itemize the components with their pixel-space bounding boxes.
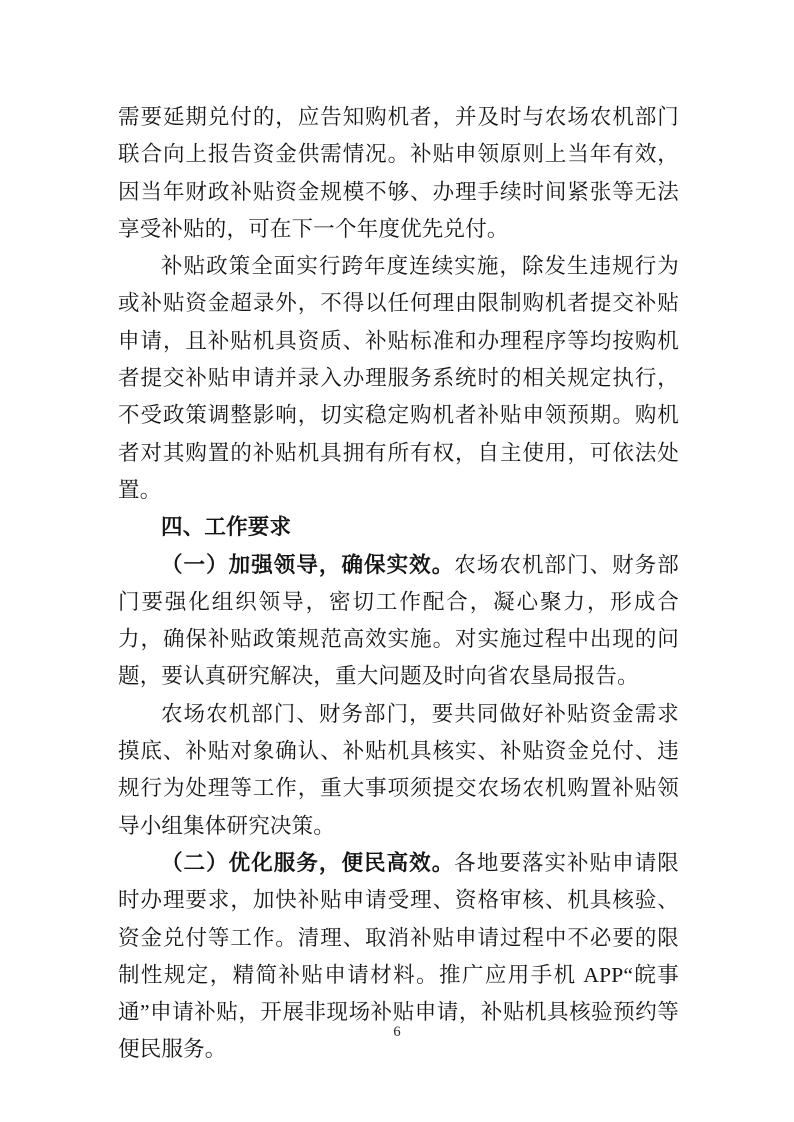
paragraph-bold-lead: （一）加强领导，确保实效。	[161, 552, 455, 577]
paragraph-text: 需要延期兑付的，应告知购机者，并及时与农场农机部门联合向上报告资金供需情况。补贴申领原则上当年有效，因当年财政补贴资金规模不够、办理手续时间紧张等无法享受补贴的，可在下一个年度优先兑付。	[118, 105, 679, 241]
paragraph-text: 补贴政策全面实行跨年度连续实施，除发生违规行为或补贴资金超录外，不得以任何理由限制购机者提交补贴申请，且补贴机具资质、补贴标准和办理程序等均按购机者提交补贴申请并录入办理服务系统时的相关规定执行，不受政策调整影响，切实稳定购机者补贴申领预期。购机者对其购置的补贴机具拥有所有权，自主使用，可依法处置。	[118, 254, 679, 502]
paragraph-joint-work	[118, 696, 679, 845]
paragraph-item-1	[118, 547, 679, 696]
section-heading-work-requirements: 四、工作要求	[161, 515, 292, 540]
paragraph-text: 农场农机部门、财务部门要强化组织领导，密切工作配合，凝心聚力，形成合力，确保补贴政策规范高效实施。对实施过程中出现的问题，要认真研究解决，重大问题及时向省农垦局报告。	[118, 552, 679, 689]
paragraph-text: 各地要落实补贴申请限时办理要求，加快补贴申请受理、资格审核、机具核验、资金兑付等工作。清理、取消补贴申请过程中不必要的限制性规定，精简补贴申请材料。推广应用手机 APP“皖事通”申请补贴，开展非现场补贴申请，补贴机具核验预约等便民服务。	[118, 850, 679, 1062]
document-body	[118, 99, 679, 1069]
page-number: 6	[393, 1024, 401, 1040]
paragraph-bold-lead: （二）优化服务，便民高效。	[161, 850, 455, 875]
paragraph-policy-cross-year	[118, 248, 679, 509]
paragraph-continuation	[118, 99, 679, 248]
paragraph-text: 农场农机部门、财务部门，要共同做好补贴资金需求摸底、补贴对象确认、补贴机具核实、补贴资金兑付、违规行为处理等工作，重大事项须提交农场农机购置补贴领导小组集体研究决策。	[118, 701, 679, 838]
